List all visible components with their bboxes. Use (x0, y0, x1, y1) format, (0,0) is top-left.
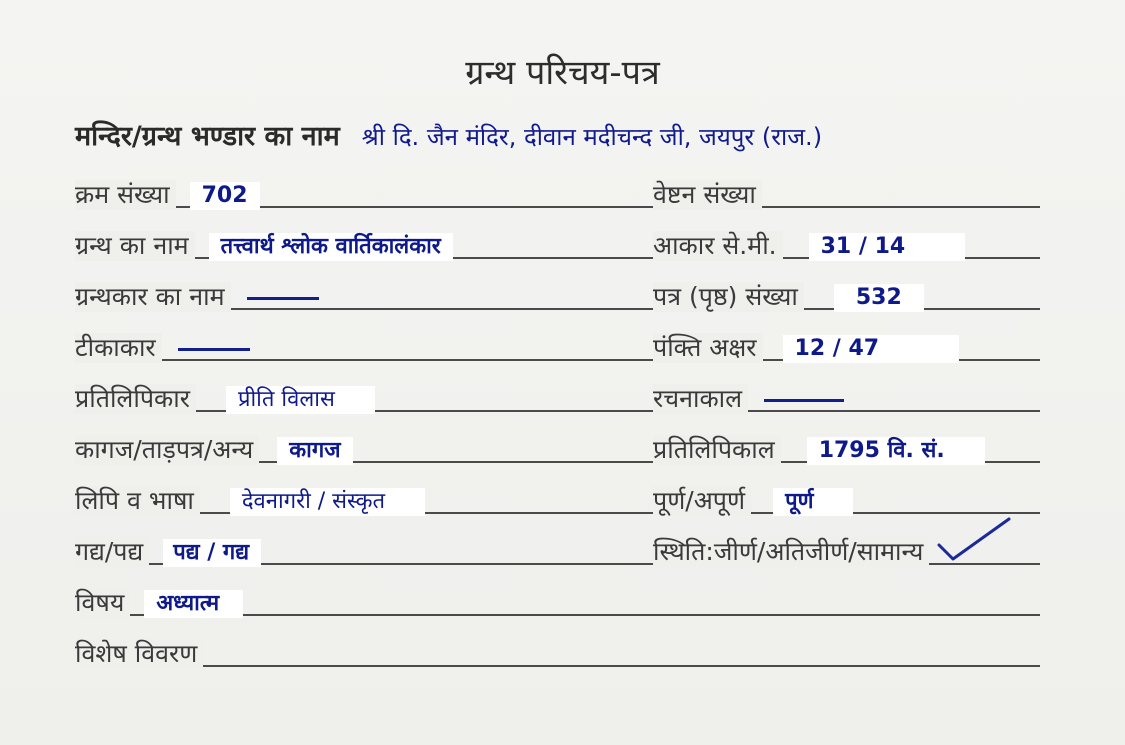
field-row-prose-verse (75, 527, 1040, 577)
field-row-author (75, 272, 1040, 322)
form-rule (75, 665, 1040, 667)
size-label: आकार से.मी. (653, 231, 783, 261)
script-language-value: देवनागरी / संस्कृत (230, 488, 425, 516)
author-blank-dash (247, 297, 319, 300)
condition-label: स्थिति:जीर्ण/अतिजीर्ण/सामान्य (653, 537, 929, 567)
complete-incomplete-value: पूर्ण (773, 488, 853, 516)
subject-label: विषय (75, 588, 130, 618)
field-row-special-details (75, 629, 1040, 679)
book-name-value: तत्त्वार्थ श्लोक वार्तिकालंकार (209, 233, 453, 261)
book-name-label: ग्रन्थ का नाम (75, 231, 195, 261)
subject-value: अध्यात्म (144, 590, 243, 618)
composition-period-blank-dash (764, 399, 844, 402)
library-name-value: श्री दि. जैन मंदिर, दीवान मदीचन्द जी, जयपुर (राज.) (361, 123, 823, 151)
serial-number-label: क्रम संख्या (75, 180, 176, 210)
line-letters-value: 12 / 47 (783, 335, 960, 363)
serial-number-value: 702 (190, 182, 260, 210)
special-details-label: विशेष विवरण (75, 639, 203, 669)
copyist-value: प्रीति विलास (226, 386, 375, 414)
copy-period-label: प्रतिलिपिकाल (653, 435, 781, 465)
line-letters-label: पंक्ति अक्षर (653, 333, 763, 363)
field-row-title (75, 221, 1040, 271)
copy-period-value: 1795 वि. सं. (807, 437, 985, 465)
page-count-value: 532 (834, 284, 924, 312)
field-row-copyist (75, 374, 1040, 424)
commentator-label: टीकाकार (75, 333, 162, 363)
prose-verse-label: गद्य/पद्य (75, 537, 149, 567)
material-label: कागज/ताड़पत्र/अन्य (75, 435, 259, 465)
field-row-material (75, 425, 1040, 475)
field-row-subject (75, 578, 1040, 628)
copyist-label: प्रतिलिपिकार (75, 384, 196, 414)
library-name-row (75, 116, 1105, 153)
library-name-label: मन्दिर/ग्रन्थ भण्डार का नाम (75, 121, 340, 152)
complete-incomplete-label: पूर्ण/अपूर्ण (653, 486, 751, 516)
card-title: ग्रन्थ परिचय-पत्र (465, 53, 660, 93)
author-label: ग्रन्थकार का नाम (75, 282, 231, 312)
size-value: 31 / 14 (809, 233, 966, 261)
page-count-label: पत्र (पृष्ठ) संख्या (653, 282, 804, 312)
wrapper-number-label: वेष्टन संख्या (653, 180, 762, 210)
script-language-label: लिपि व भाषा (75, 486, 200, 516)
material-value: कागज (277, 437, 352, 465)
prose-verse-value: पद्य / गद्य (163, 539, 261, 567)
commentator-blank-dash (178, 348, 250, 351)
field-row-serial (75, 170, 1040, 220)
field-row-commentator (75, 323, 1040, 373)
composition-period-label: रचनाकाल (653, 384, 748, 414)
field-row-script (75, 476, 1040, 526)
